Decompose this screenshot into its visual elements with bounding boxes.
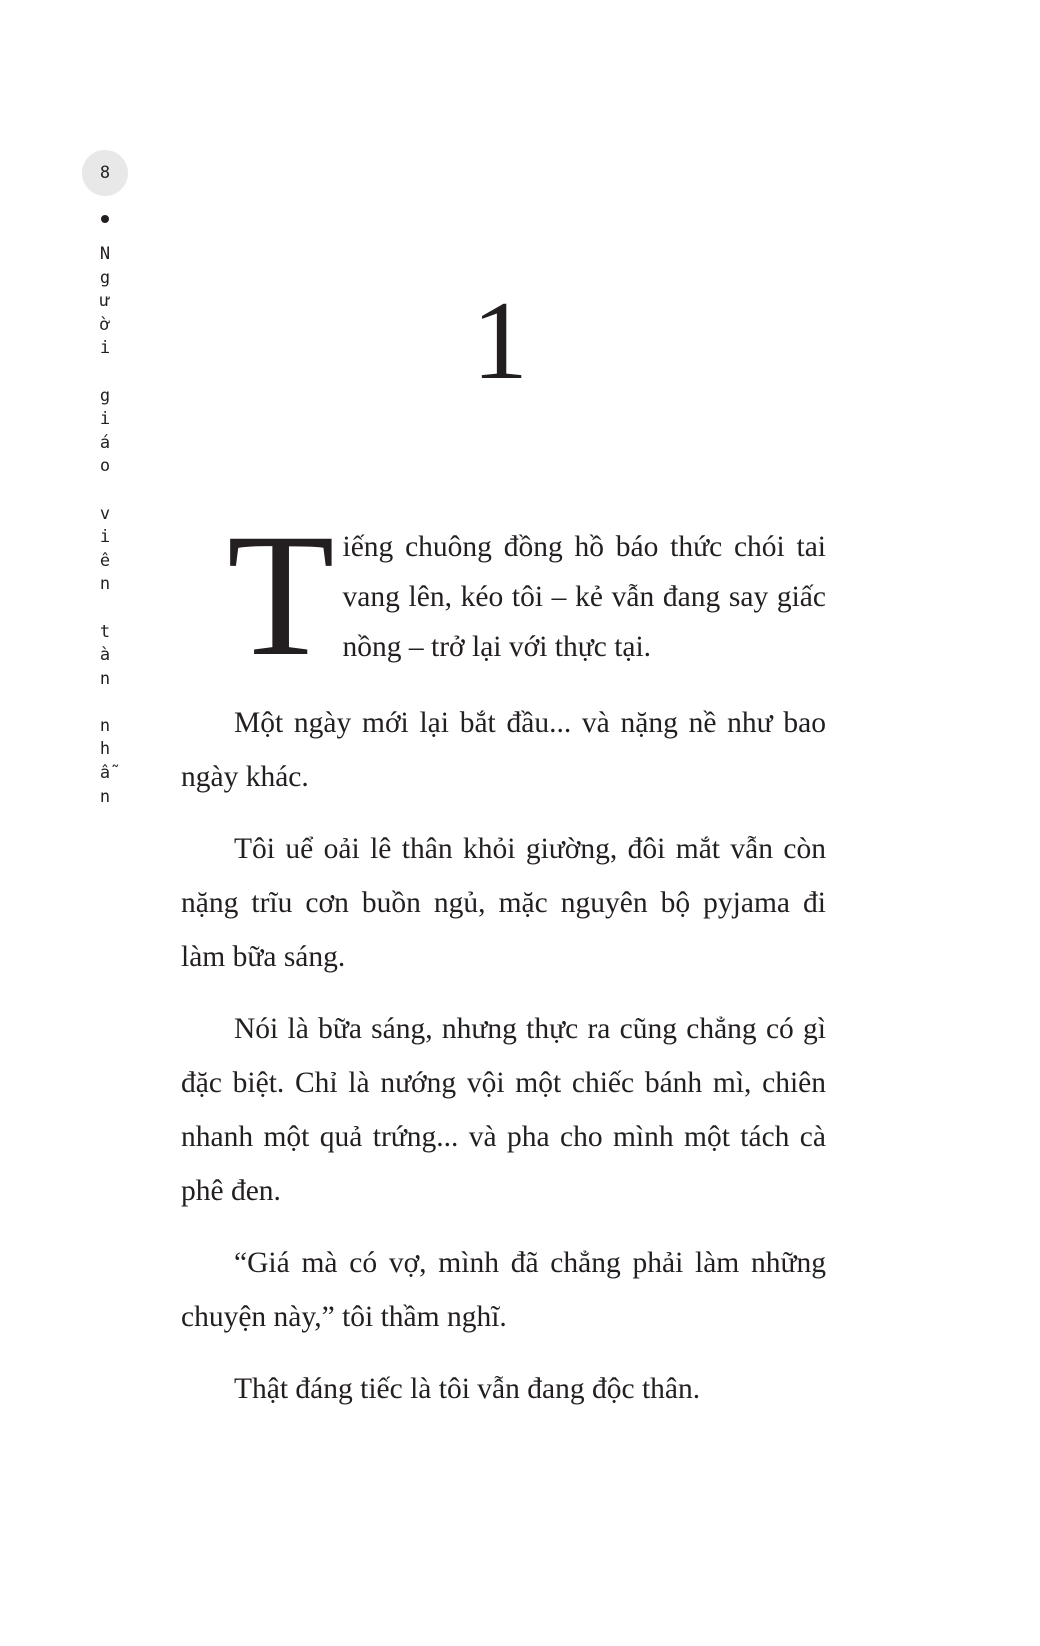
title-char: v: [99, 503, 111, 524]
title-char: o: [99, 456, 111, 477]
title-char: [100, 597, 110, 621]
bullet-dot-icon: [101, 215, 109, 223]
title-char: à: [99, 645, 111, 666]
title-char: ê: [99, 550, 111, 571]
title-char: n: [99, 786, 111, 807]
title-char: ờ: [99, 314, 111, 335]
paragraph: Nói là bữa sáng, nhưng thực ra cũng chẳng có gì đặc biệt. Chỉ là nướng vội một chiếc bánh mì, chiên nhanh một quả trứng... và pha cho mình một tách cà phê đen.: [181, 1013, 826, 1207]
chapter-number: 1: [472, 279, 528, 403]
title-char: n: [99, 715, 111, 736]
title-char: [100, 691, 110, 715]
page-sidebar: [82, 150, 128, 809]
title-char: ẫ: [99, 763, 111, 784]
paragraph: Một ngày mới lại bắt đầu... và nặng nề như bao ngày khác.: [181, 707, 826, 793]
paragraph: Thật đáng tiếc là tôi vẫn đang độc thân.: [234, 1373, 701, 1405]
title-char: i: [99, 338, 111, 359]
drop-cap: T: [227, 498, 335, 693]
paragraph-text: iếng chuông đồng hồ báo thức chói tai vang lên, kéo tôi – kẻ vẫn đang say giấc nồng – trở lại với thực tại.: [342, 531, 826, 663]
page-number-badge: 8: [82, 150, 128, 196]
paragraph: Tôi uể oải lê thân khỏi giường, đôi mắt vẫn còn nặng trĩu cơn buồn ngủ, mặc nguyên bộ pyjama đi làm bữa sáng.: [181, 833, 826, 973]
title-char: i: [99, 527, 111, 548]
title-char: [100, 479, 110, 503]
title-char: g: [99, 267, 111, 288]
opening-paragraph: [181, 498, 826, 693]
chapter-body: [181, 498, 826, 1434]
title-char: h: [99, 739, 111, 760]
title-char: g: [99, 385, 111, 406]
title-char: t: [99, 621, 111, 642]
title-char: ư: [99, 291, 111, 312]
title-char: i: [99, 409, 111, 430]
title-char: á: [99, 432, 111, 453]
paragraph: “Giá mà có vợ, mình đã chẳng phải làm những chuyện này,” tôi thầm nghĩ.: [181, 1247, 826, 1333]
title-char: n: [99, 668, 111, 689]
title-char: n: [99, 574, 111, 595]
title-char: N: [99, 244, 111, 264]
